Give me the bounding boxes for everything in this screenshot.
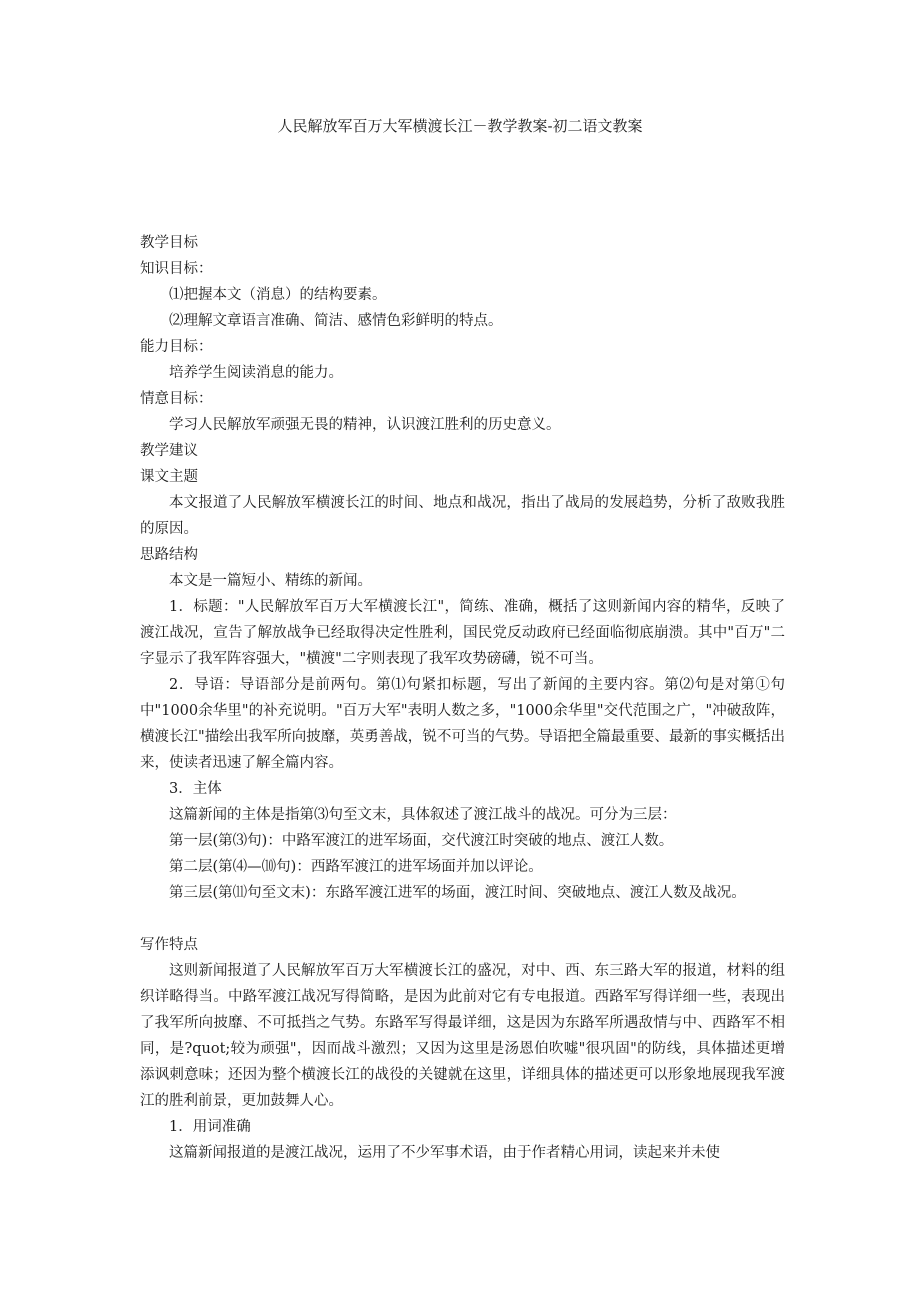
body-paragraph: 这则新闻报道了人民解放军百万大军横渡长江的盛况，对中、西、东三路大军的报道，材料的组织详略得当。中路军渡江战况写得简略，是因为此前对它有专电报道。西路军写得详细一些，表现出了我军所向披靡、不可抵挡之气势。东路军写得最详细，这是因为东路军所遇敌情与中、西路军不相同，是?quot;较为顽强"，因而战斗激烈；又因为这里是汤恩伯吹嘘"很巩固"的防线，具体描述更增添讽刺意味；还因为整个横渡长江的战役的关键就在这里，详细具体的描述更可以形象地展现我军渡江的胜利前景，更加鼓舞人心。 bbox=[140, 963, 785, 1109]
section-heading: 思路结构 bbox=[140, 547, 198, 563]
section-heading: 教学目标 bbox=[140, 235, 198, 251]
body-paragraph: 1．标题："人民解放军百万大军横渡长江"，简练、准确，概括了这则新闻内容的精华，反映了渡江战况，宣告了解放战争已经取得决定性胜利，国民党反动政府已经面临彻底崩溃。其中"百万"二字显示了我军阵容强大，"横渡"二字则表现了我军攻势磅礴，锐不可当。 bbox=[140, 599, 785, 667]
section-heading: 课文主题 bbox=[140, 469, 198, 485]
section-heading: 能力目标： bbox=[140, 339, 213, 355]
body-paragraph: 本文报道了人民解放军横渡长江的时间、地点和战况，指出了战局的发展趋势，分析了敌败我胜的原因。 bbox=[140, 495, 785, 537]
body-paragraph: 第二层(第⑷—⑽句)：西路军渡江的进军场面并加以评论。 bbox=[169, 859, 543, 875]
section-heading: 情意目标： bbox=[140, 391, 213, 407]
document-body bbox=[140, 230, 785, 1166]
body-paragraph: 3．主体 bbox=[169, 781, 222, 797]
body-paragraph: ⑴把握本文（消息）的结构要素。 bbox=[169, 287, 387, 303]
body-paragraph: 第一层(第⑶句)：中路军渡江的进军场面，交代渡江时突破的地点、渡江人数。 bbox=[169, 833, 674, 849]
body-paragraph: 这篇新闻报道的是渡江战况，运用了不少军事术语，由于作者精心用词，读起来并未使 bbox=[169, 1145, 720, 1161]
document-title: 人民解放军百万大军横渡长江－教学教案-初二语文教案 bbox=[277, 117, 643, 135]
body-paragraph: 本文是一篇短小、精练的新闻。 bbox=[169, 573, 372, 589]
body-paragraph: 学习人民解放军顽强无畏的精神，认识渡江胜利的历史意义。 bbox=[169, 417, 561, 433]
paragraph-gap bbox=[140, 906, 785, 932]
body-paragraph: ⑵理解文章语言准确、简洁、感情色彩鲜明的特点。 bbox=[169, 313, 503, 329]
body-paragraph: 2．导语：导语部分是前两句。第⑴句紧扣标题，写出了新闻的主要内容。第⑵句是对第①句中"1000余华里"的补充说明。"百万大军"表明人数之多，"1000余华里"交代范围之广，"冲破敌阵，横渡长江"描绘出我军所向披靡，英勇善战，锐不可当的气势。导语把全篇最重要、最新的事实概括出来，使读者迅速了解全篇内容。 bbox=[140, 677, 785, 771]
section-heading: 教学建议 bbox=[140, 443, 198, 459]
body-paragraph: 第三层(第⑾句至文末)：东路军渡江进军的场面，渡江时间、突破地点、渡江人数及战况。 bbox=[169, 885, 746, 901]
section-heading: 知识目标： bbox=[140, 261, 213, 277]
section-heading: 写作特点 bbox=[140, 937, 198, 953]
body-paragraph: 这篇新闻的主体是指第⑶句至文末，具体叙述了渡江战斗的战况。可分为三层： bbox=[169, 807, 677, 823]
body-paragraph: 培养学生阅读消息的能力。 bbox=[169, 365, 343, 381]
body-paragraph: 1．用词准确 bbox=[169, 1119, 251, 1135]
